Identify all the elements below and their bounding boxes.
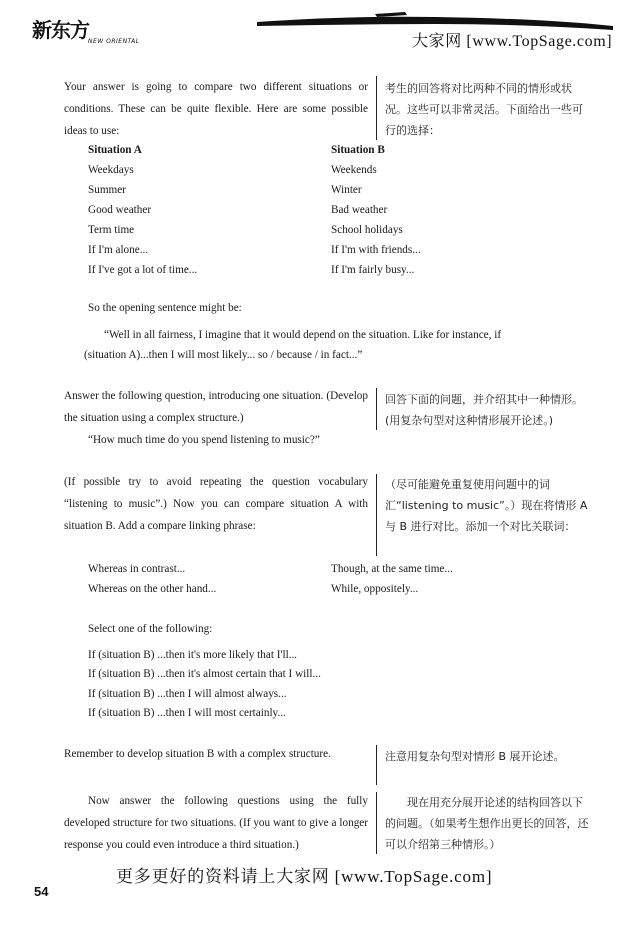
opening-intro: So the opening sentence might be: bbox=[88, 302, 242, 314]
column-divider bbox=[376, 388, 377, 430]
select-option: If (situation B) ...then I will most certainly... bbox=[88, 707, 286, 719]
column-divider bbox=[376, 76, 377, 140]
remember-paragraph-zh: 注意用复杂句型对情形 B 展开论述。 bbox=[385, 750, 565, 763]
select-option: If (situation B) ...then I will almost always... bbox=[88, 688, 287, 700]
situation-a-item: Weekdays bbox=[88, 164, 134, 176]
situation-a-header: Situation A bbox=[88, 144, 142, 156]
linking-phrase: Though, at the same time... bbox=[331, 563, 453, 575]
column-divider bbox=[376, 474, 377, 556]
compare-paragraph-zh: （尽可能避免重复使用问题中的词汇“listening to music”。）现在将情形 A 与 B 进行对比。添加一个对比关联词： bbox=[385, 478, 588, 533]
situation-b-item: Bad weather bbox=[331, 204, 388, 216]
logo-subtitle: NEW ORIENTAL bbox=[88, 38, 140, 45]
situation-b-header: Situation B bbox=[331, 144, 385, 156]
compare-paragraph-en: (If possible try to avoid repeating the question vocabulary “listening to music”.) Now you can compare situation A with situation B. Add a compare linking phrase: bbox=[64, 476, 368, 532]
sample-question: “How much time do you spend listening to music?” bbox=[88, 434, 320, 446]
final-paragraph-zh: 现在用充分展开论述的结构回答以下的问题。（如果考生想作出更长的回答，还可以介绍第三种情形。） bbox=[385, 796, 589, 851]
column-divider bbox=[376, 745, 377, 785]
logo-text: 新东方 bbox=[32, 18, 89, 42]
opening-quote-line1: “Well in all fairness, I imagine that it would depend on the situation. Like for instance, if bbox=[104, 329, 502, 341]
select-intro: Select one of the following: bbox=[88, 623, 213, 635]
remember-paragraph-en: Remember to develop situation B with a complex structure. bbox=[64, 748, 331, 760]
column-divider bbox=[376, 792, 377, 854]
linking-phrase: Whereas in contrast... bbox=[88, 563, 186, 575]
final-paragraph-en: Now answer the following questions using the fully developed structure for two situations. (If you want to give a longer response you could even introduce a third situation.) bbox=[64, 795, 368, 851]
situation-a-item: Term time bbox=[88, 224, 135, 236]
watermark-bottom: 更多更好的资料请上大家网 [www.TopSage.com] bbox=[116, 867, 493, 886]
situation-a-item: Good weather bbox=[88, 204, 152, 216]
opening-quote-line2: (situation A)...then I will most likely... so / because / in fact...” bbox=[84, 349, 363, 361]
watermark-top: 大家网 [www.TopSage.com] bbox=[412, 33, 613, 50]
situation-b-item: School holidays bbox=[331, 224, 403, 236]
situation-a-item: If I'm alone... bbox=[88, 244, 149, 256]
intro-paragraph-en: Your answer is going to compare two different situations or conditions. These can be quite flexible. Here are some possible ideas to use: bbox=[64, 81, 368, 137]
select-option: If (situation B) ...then it's more likely that I'll... bbox=[88, 649, 298, 661]
situation-b-item: If I'm fairly busy... bbox=[331, 264, 415, 276]
intro-paragraph-zh: 考生的回答将对比两种不同的情形或状况。这些可以非常灵活。下面给出一些可行的选择： bbox=[385, 82, 583, 137]
linking-phrase: Whereas on the other hand... bbox=[88, 583, 217, 595]
situation-b-item: If I'm with friends... bbox=[331, 244, 421, 256]
task-paragraph-en: Answer the following question, introducing one situation. (Develop the situation using a complex structure.) bbox=[64, 390, 368, 424]
page-number: 54 bbox=[34, 884, 49, 899]
situation-a-item: If I've got a lot of time... bbox=[88, 264, 198, 276]
task-paragraph-zh: 回答下面的问题，并介绍其中一种情形。(用复杂句型对这种情形展开论述。) bbox=[385, 393, 583, 427]
publisher-logo bbox=[32, 14, 89, 43]
situation-a-item: Summer bbox=[88, 184, 126, 196]
linking-phrase: While, oppositely... bbox=[331, 583, 419, 595]
select-option: If (situation B) ...then it's almost certain that I will... bbox=[88, 668, 321, 680]
situation-b-item: Winter bbox=[331, 184, 362, 196]
situation-b-item: Weekends bbox=[331, 164, 377, 176]
